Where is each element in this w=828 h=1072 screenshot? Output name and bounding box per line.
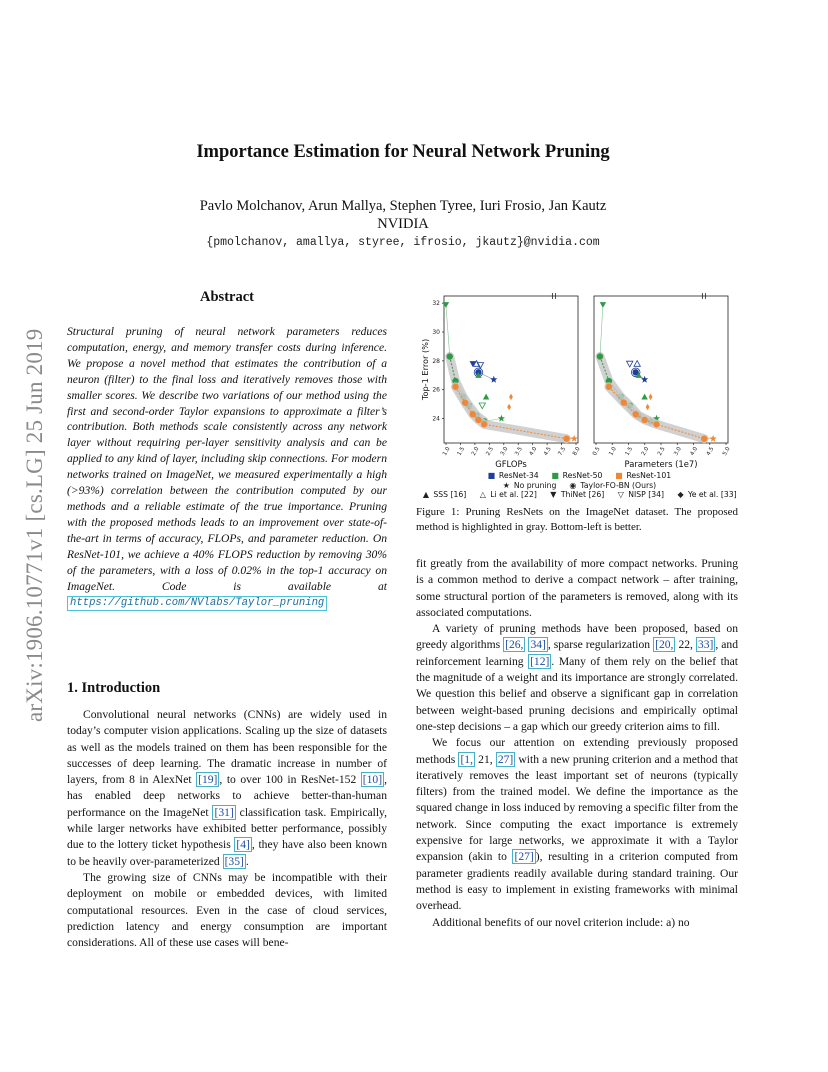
paragraph-text: A variety of pruning methods have been proposed, based on greedy algorithms xyxy=(416,622,738,652)
affiliation: NVIDIA xyxy=(377,216,429,232)
comparison-point xyxy=(627,361,633,367)
citation-link[interactable]: 33] xyxy=(697,638,714,652)
figure-caption: Figure 1: Pruning ResNets on the ImageNet dataset. The proposed method is highlighted in gray. Bottom-left is better. xyxy=(416,506,738,533)
no-pruning-point xyxy=(490,376,497,383)
x-tick-label: 5.0 xyxy=(722,446,732,457)
intro-paragraph-1 xyxy=(67,707,387,870)
triangle-up-marker-icon: ▲ xyxy=(422,490,429,500)
paragraph-text: We focus our attention on extending previously proposed methods xyxy=(416,736,738,766)
paper-title: Importance Estimation for Neural Network Pruning xyxy=(196,142,610,162)
legend-item xyxy=(616,490,664,500)
diamond-marker-icon: ◆ xyxy=(677,490,684,500)
legend-item xyxy=(676,490,737,500)
section-heading-introduction: 1. Introduction xyxy=(67,680,161,696)
ours-data-point xyxy=(462,399,468,405)
x-tick-label: 3.5 xyxy=(514,446,524,457)
comparison-point xyxy=(600,302,606,308)
triangle-up-open-marker-icon: △ xyxy=(479,490,486,500)
x-tick-label: 8.0 xyxy=(572,446,582,457)
no-pruning-point xyxy=(571,435,578,442)
ours-data-point xyxy=(621,399,627,405)
legend-label: Ye et al. [33] xyxy=(688,490,737,500)
ours-data-point xyxy=(632,411,638,417)
left-column-body xyxy=(67,707,387,951)
paragraph-text: ), resulting in a criterion computed from parameter gradients readily available during standard training. Our method is easy to implement in existing frameworks with minimal overhead. xyxy=(416,850,738,913)
x-tick-label: 4.5 xyxy=(543,446,553,457)
paragraph-text: . Many of them rely on the belief that the magnitude of a weight and its importance are strongly correlated. We question this belief and observe a significant gap in correlation between weight-based pruning decisions and empirically optimal one-step decisions – a gap which our greedy criterion aims to fill. xyxy=(416,654,738,733)
legend-item xyxy=(502,481,557,491)
legend-label: Taylor-FO-BN (Ours) xyxy=(580,480,657,490)
legend-row-baselines xyxy=(414,481,744,491)
x-axis-label: GFLOPs xyxy=(495,459,527,469)
paragraph-text: Convolutional neural networks (CNNs) are widely used in today’s computer vision applications. Scaling up the size of datasets as well as the models trained on them has been responsible for the successes of deep learning. The dramatic increase in number of layers, from 8 in AlexNet xyxy=(67,708,387,787)
star-marker-icon: ★ xyxy=(502,480,510,490)
y-tick-label: 32 xyxy=(432,300,440,308)
intro-paragraph-6: Additional benefits of our novel criterion include: a) no xyxy=(432,915,690,929)
comparison-point xyxy=(507,404,511,410)
paragraph-text: , sparse regularization xyxy=(547,638,654,652)
x-tick-label: 1.0 xyxy=(442,446,452,457)
abstract-text: Structural pruning of neural network parameters reduces computation, energy, and memory transfer costs during inference. We propose a novel method that estimates the contribution of a neuron (filter) to the final loss and iteratively removes those with smaller scores. We describe two variations of our method using the first and second-order Taylor expansions to approximate a filter’s contribution. Both methods scale consistently across any network layer without requiring per-layer sensitivity analysis and can be applied to any kind of layer, including skip connections. For modern networks trained on ImageNet, we measured experimentally a high (>93%) correlation between the contribution computed by our methods and a reliable estimate of the true importance. Pruning with the proposed methods leads to an improvement over state-of-the-art in terms of accuracy, FLOPs, and parameter reduction. On ResNet-101, we achieve a 40% FLOPS reduction by removing 30% of the parameters, with a loss of 0.02% in the top-1 accuracy on ImageNet. Code is available at xyxy=(67,325,387,593)
comparison-point xyxy=(483,394,489,400)
paragraph-text: , and reinforcement learning xyxy=(416,638,739,668)
abstract-heading: Abstract xyxy=(200,289,254,305)
ours-data-point xyxy=(470,411,476,417)
comparison-point xyxy=(649,394,653,400)
abstract-body xyxy=(67,324,387,611)
author-block xyxy=(0,197,806,233)
legend-item xyxy=(421,490,466,500)
legend-item xyxy=(478,490,537,500)
ours-data-point xyxy=(481,421,487,427)
triangle-down-open-marker-icon: ▽ xyxy=(617,490,624,500)
citation-link[interactable]: [19] xyxy=(198,773,218,787)
citation-link[interactable]: [20, xyxy=(655,638,674,652)
paragraph-text: classification task. Empirically, while larger networks have exhibited better performance, possibly due to the lottery ticket hypothesis xyxy=(67,805,388,852)
ours-data-point xyxy=(653,421,659,427)
paragraph-text: with a new pruning criterion and a method that iteratively removes the least important set of neurons (typically filters) from the trained model. We define the importance as the squared change in loss induced by removing a specific filter from the network. Since computing the exact importance is extremely expensive for large networks, we approximate it with a Taylor expansion (akin to xyxy=(416,752,739,864)
paragraph-text: . xyxy=(245,854,249,868)
x-tick-label: 2.5 xyxy=(485,446,496,457)
x-tick-label: 4.0 xyxy=(528,446,539,457)
x-tick-label: 4.0 xyxy=(689,446,700,457)
legend-item xyxy=(614,471,671,481)
legend-label: ResNet-34 xyxy=(498,471,539,481)
paragraph-text: , they have also been known to be heavily over-parameterized xyxy=(67,838,387,868)
citation-link[interactable]: 27] xyxy=(497,752,514,766)
x-tick-label: 3.0 xyxy=(499,446,510,457)
author-emails: {pmolchanov, amallya, styree, ifrosio, jkautz}@nvidia.com xyxy=(206,236,600,249)
citation-link[interactable]: [26, xyxy=(505,638,524,652)
intro-paragraph-5 xyxy=(416,735,738,914)
x-axis-label: Parameters (1e7) xyxy=(624,459,698,469)
legend-label: ThiNet [26] xyxy=(560,490,605,500)
x-tick-label: 0.5 xyxy=(592,446,602,457)
ours-data-point xyxy=(641,417,647,423)
author-list: Pavlo Molchanov, Arun Mallya, Stephen Tyree, Iuri Frosio, Jan Kautz xyxy=(199,198,607,214)
code-repository-link[interactable]: https://github.com/NVlabs/Taylor_pruning xyxy=(67,596,327,611)
x-tick-label: 1.5 xyxy=(456,446,467,457)
connector-line xyxy=(446,305,450,357)
legend-item xyxy=(549,490,604,500)
x-tick-label: 4.5 xyxy=(705,446,716,457)
comparison-point xyxy=(641,394,647,400)
square-marker-icon: ■ xyxy=(551,471,559,481)
comparison-point xyxy=(509,394,513,400)
legend-label: NISP [34] xyxy=(628,490,665,500)
y-tick-label: 24 xyxy=(432,415,440,423)
square-marker-icon: ■ xyxy=(487,471,496,481)
legend-label: No pruning xyxy=(513,480,557,490)
ours-data-point xyxy=(475,417,481,423)
legend-item xyxy=(551,471,603,481)
chart-frame xyxy=(444,296,578,443)
citation-link[interactable]: [31] xyxy=(214,805,234,819)
y-axis-label: Top-1 Error (%) xyxy=(420,338,430,401)
legend-label: Li et al. [22] xyxy=(490,490,537,500)
y-tick-label: 30 xyxy=(432,329,440,337)
intro-paragraph-3: fit greatly from the availability of more compact networks. Pruning is a common method to derive a compact network – after training, some structural portion of the parameters is removed, along with its associated computations. xyxy=(416,557,738,619)
legend-item xyxy=(487,471,539,481)
x-tick-label: 2.0 xyxy=(470,446,481,457)
comparison-point xyxy=(646,404,650,410)
paragraph-text: , has enabled deep networks to achieve better-than-human performance on the ImageNet xyxy=(67,773,387,819)
x-tick-label: 2.0 xyxy=(640,446,651,457)
arxiv-identifier-stamp: arXiv:1906.10771v1 [cs.LG] 25 Jun 2019 xyxy=(22,328,47,722)
citation-link[interactable]: [27] xyxy=(514,850,534,864)
comparison-point xyxy=(479,403,485,409)
citation-link[interactable]: [12] xyxy=(530,654,550,668)
x-tick-label: 1.0 xyxy=(608,446,618,457)
x-tick-label: 2.5 xyxy=(657,446,667,457)
comparison-point xyxy=(634,361,640,367)
ours-data-point xyxy=(452,384,458,390)
y-tick-label: 28 xyxy=(432,357,440,365)
x-tick-label: 3.0 xyxy=(673,446,683,457)
paragraph-text: 21, xyxy=(478,752,493,766)
right-column-body xyxy=(416,556,738,931)
no-pruning-point xyxy=(498,415,505,422)
chart-frame xyxy=(594,296,728,443)
citation-link[interactable]: [1, xyxy=(460,752,473,766)
figure-1-charts xyxy=(414,290,744,500)
x-tick-label: 1.5 xyxy=(624,446,635,457)
legend-row-methods xyxy=(414,490,744,500)
figure-legend xyxy=(414,471,744,500)
triangle-down-marker-icon: ▼ xyxy=(550,490,557,500)
paragraph-text: 22, xyxy=(678,638,693,652)
legend-item xyxy=(568,481,656,491)
intro-paragraph-4 xyxy=(416,621,738,735)
citation-link[interactable]: [10] xyxy=(362,773,383,787)
intro-paragraph-2: The growing size of CNNs may be incompatible with their deployment on mobile or embedded devices, with limited computational resources. Even in the case of cloud services, prediction latency and energy consumption are important considerations. All of these use cases will bene- xyxy=(67,870,387,950)
citation-link[interactable]: [35] xyxy=(224,854,244,868)
citation-link[interactable]: [4] xyxy=(236,838,250,852)
legend-row-networks xyxy=(414,471,744,481)
y-tick-label: 26 xyxy=(432,386,440,394)
connector-line xyxy=(600,305,603,357)
citation-link[interactable]: 34] xyxy=(530,638,546,652)
paragraph-text: , to over 100 in ResNet-152 xyxy=(219,773,361,787)
ours-data-point xyxy=(606,384,612,390)
legend-label: ResNet-50 xyxy=(562,471,603,481)
legend-label: ResNet-101 xyxy=(626,471,672,481)
square-marker-icon: ■ xyxy=(615,471,623,481)
dot-marker-icon: ◉ xyxy=(569,480,577,490)
legend-label: SSS [16] xyxy=(433,490,467,500)
x-tick-label: 7.5 xyxy=(557,446,568,457)
no-pruning-point xyxy=(710,435,717,442)
